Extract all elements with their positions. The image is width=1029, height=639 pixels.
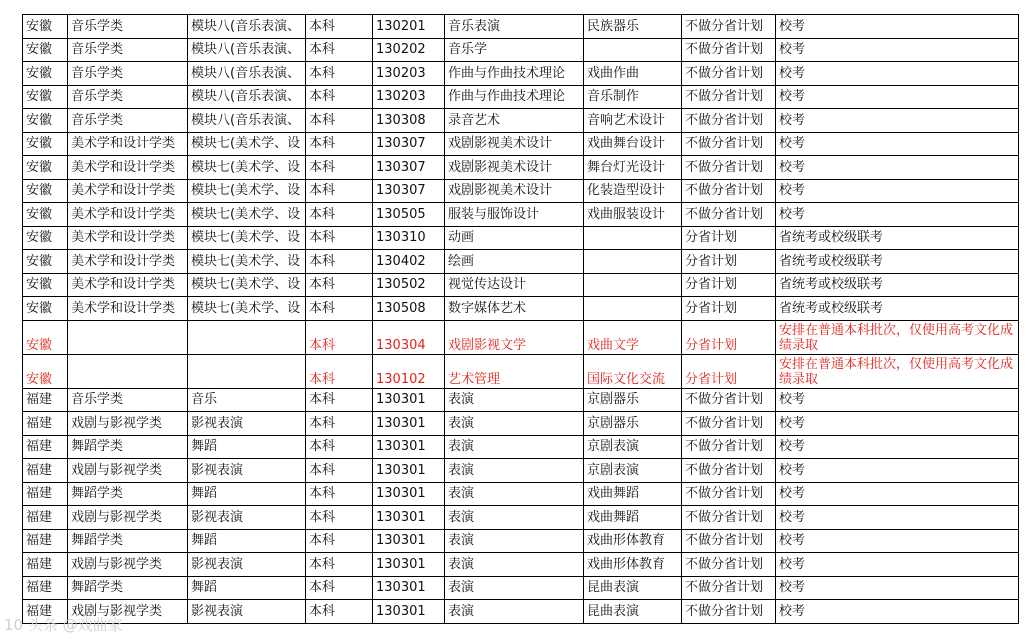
exam-cell: 校考 [776,85,1019,109]
exam-cell: 校考 [776,506,1019,530]
province-cell: 安徽 [23,109,68,133]
level-cell: 本科 [306,132,373,156]
module-cell: 舞蹈 [188,529,306,553]
table-row [23,85,1019,109]
plan-cell: 不做分省计划 [682,179,776,203]
code-cell: 130402 [373,250,445,274]
major-cell: 表演 [445,553,584,577]
category-cell: 音乐学类 [68,109,188,133]
exam-cell: 省统考或校级联考 [776,273,1019,297]
module-cell [188,320,306,354]
exam-cell: 校考 [776,62,1019,86]
plan-cell: 不做分省计划 [682,388,776,412]
province-cell: 安徽 [23,320,68,354]
province-cell: 安徽 [23,354,68,388]
level-cell: 本科 [306,156,373,180]
direction-cell: 戏曲舞蹈 [584,506,682,530]
province-cell: 福建 [23,600,68,624]
exam-cell: 校考 [776,459,1019,483]
province-cell: 安徽 [23,297,68,321]
major-cell: 作曲与作曲技术理论 [445,62,584,86]
province-cell: 福建 [23,553,68,577]
level-cell: 本科 [306,109,373,133]
table-row [23,553,1019,577]
module-cell: 模块八(音乐表演、 [188,62,306,86]
category-cell: 美术学和设计学类 [68,179,188,203]
direction-cell: 国际文化交流 [584,354,682,388]
level-cell: 本科 [306,506,373,530]
direction-cell: 京剧表演 [584,435,682,459]
code-cell: 130502 [373,273,445,297]
plan-cell: 不做分省计划 [682,412,776,436]
code-cell: 130301 [373,459,445,483]
province-cell: 福建 [23,576,68,600]
exam-cell: 校考 [776,388,1019,412]
module-cell: 模块八(音乐表演、 [188,109,306,133]
admission-table [22,14,1019,624]
table-row [23,156,1019,180]
level-cell: 本科 [306,15,373,39]
module-cell: 舞蹈 [188,435,306,459]
exam-cell: 校考 [776,553,1019,577]
exam-cell: 校考 [776,109,1019,133]
plan-cell: 不做分省计划 [682,506,776,530]
code-cell: 130301 [373,576,445,600]
code-cell: 130202 [373,38,445,62]
major-cell: 戏剧影视美术设计 [445,179,584,203]
module-cell [188,354,306,388]
code-cell: 130301 [373,482,445,506]
major-cell: 表演 [445,529,584,553]
major-cell: 视觉传达设计 [445,273,584,297]
table-row [23,482,1019,506]
major-cell: 绘画 [445,250,584,274]
module-cell: 模块七(美术学、设 [188,297,306,321]
table-row [23,179,1019,203]
direction-cell: 京剧表演 [584,459,682,483]
direction-cell [584,250,682,274]
module-cell: 影视表演 [188,412,306,436]
module-cell: 影视表演 [188,506,306,530]
direction-cell: 昆曲表演 [584,576,682,600]
direction-cell [584,38,682,62]
exam-cell: 安排在普通本科批次，仅使用高考文化成绩录取 [776,320,1019,354]
direction-cell: 戏曲作曲 [584,62,682,86]
category-cell: 音乐学类 [68,85,188,109]
plan-cell: 不做分省计划 [682,15,776,39]
level-cell: 本科 [306,273,373,297]
province-cell: 安徽 [23,203,68,227]
code-cell: 130307 [373,132,445,156]
plan-cell: 不做分省计划 [682,529,776,553]
province-cell: 安徽 [23,226,68,250]
direction-cell: 化装造型设计 [584,179,682,203]
direction-cell: 戏曲形体教育 [584,553,682,577]
major-cell: 录音艺术 [445,109,584,133]
major-cell: 表演 [445,388,584,412]
level-cell: 本科 [306,459,373,483]
category-cell: 音乐学类 [68,62,188,86]
category-cell: 音乐学类 [68,388,188,412]
major-cell: 戏剧影视美术设计 [445,156,584,180]
plan-cell: 不做分省计划 [682,38,776,62]
plan-cell: 不做分省计划 [682,435,776,459]
plan-cell: 不做分省计划 [682,576,776,600]
direction-cell: 戏曲形体教育 [584,529,682,553]
exam-cell: 省统考或校级联考 [776,250,1019,274]
table-row [23,506,1019,530]
level-cell: 本科 [306,320,373,354]
code-cell: 130301 [373,412,445,436]
major-cell: 戏剧影视美术设计 [445,132,584,156]
category-cell: 戏剧与影视学类 [68,600,188,624]
direction-cell: 戏曲服装设计 [584,203,682,227]
plan-cell: 不做分省计划 [682,109,776,133]
level-cell: 本科 [306,412,373,436]
level-cell: 本科 [306,388,373,412]
plan-cell: 分省计划 [682,273,776,297]
code-cell: 130505 [373,203,445,227]
major-cell: 戏剧影视文学 [445,320,584,354]
plan-cell: 不做分省计划 [682,553,776,577]
table-row [23,388,1019,412]
code-cell: 130307 [373,179,445,203]
code-cell: 130301 [373,435,445,459]
level-cell: 本科 [306,297,373,321]
table-row [23,203,1019,227]
plan-cell: 不做分省计划 [682,482,776,506]
table-row [23,132,1019,156]
table-row [23,38,1019,62]
table-row [23,412,1019,436]
level-cell: 本科 [306,529,373,553]
category-cell: 美术学和设计学类 [68,203,188,227]
direction-cell: 京剧器乐 [584,412,682,436]
plan-cell: 不做分省计划 [682,203,776,227]
direction-cell: 戏曲文学 [584,320,682,354]
code-cell: 130301 [373,506,445,530]
major-cell: 表演 [445,506,584,530]
module-cell: 模块七(美术学、设 [188,226,306,250]
table-row [23,354,1019,388]
direction-cell [584,273,682,297]
table-row [23,273,1019,297]
table-row [23,576,1019,600]
exam-cell: 校考 [776,38,1019,62]
exam-cell: 校考 [776,132,1019,156]
module-cell: 影视表演 [188,600,306,624]
watermark: 10 头条 @戏曲家 [4,616,123,634]
category-cell: 美术学和设计学类 [68,156,188,180]
code-cell: 130308 [373,109,445,133]
table-row [23,109,1019,133]
province-cell: 福建 [23,482,68,506]
code-cell: 130203 [373,62,445,86]
level-cell: 本科 [306,203,373,227]
module-cell: 模块七(美术学、设 [188,250,306,274]
major-cell: 表演 [445,600,584,624]
province-cell: 福建 [23,412,68,436]
table-row [23,435,1019,459]
code-cell: 130301 [373,600,445,624]
table-row [23,600,1019,624]
province-cell: 福建 [23,388,68,412]
category-cell: 戏剧与影视学类 [68,553,188,577]
category-cell: 美术学和设计学类 [68,226,188,250]
module-cell: 舞蹈 [188,482,306,506]
province-cell: 福建 [23,506,68,530]
province-cell: 安徽 [23,38,68,62]
module-cell: 模块八(音乐表演、 [188,15,306,39]
code-cell: 130102 [373,354,445,388]
direction-cell: 舞台灯光设计 [584,156,682,180]
direction-cell: 戏曲舞台设计 [584,132,682,156]
category-cell: 音乐学类 [68,15,188,39]
code-cell: 130301 [373,388,445,412]
major-cell: 表演 [445,482,584,506]
direction-cell: 民族器乐 [584,15,682,39]
exam-cell: 校考 [776,529,1019,553]
module-cell: 模块八(音乐表演、 [188,38,306,62]
category-cell: 舞蹈学类 [68,529,188,553]
exam-cell: 校考 [776,482,1019,506]
province-cell: 安徽 [23,132,68,156]
code-cell: 130508 [373,297,445,321]
major-cell: 音乐学 [445,38,584,62]
province-cell: 福建 [23,435,68,459]
major-cell: 艺术管理 [445,354,584,388]
category-cell [68,354,188,388]
province-cell: 安徽 [23,179,68,203]
module-cell: 模块八(音乐表演、 [188,85,306,109]
code-cell: 130301 [373,553,445,577]
exam-cell: 校考 [776,179,1019,203]
exam-cell: 安排在普通本科批次，仅使用高考文化成绩录取 [776,354,1019,388]
exam-cell: 省统考或校级联考 [776,297,1019,321]
level-cell: 本科 [306,435,373,459]
table-row [23,250,1019,274]
exam-cell: 省统考或校级联考 [776,226,1019,250]
category-cell: 美术学和设计学类 [68,132,188,156]
table-row [23,320,1019,354]
code-cell: 130310 [373,226,445,250]
module-cell: 模块七(美术学、设 [188,203,306,227]
direction-cell: 音乐制作 [584,85,682,109]
plan-cell: 分省计划 [682,250,776,274]
category-cell: 戏剧与影视学类 [68,459,188,483]
category-cell: 舞蹈学类 [68,482,188,506]
category-cell: 美术学和设计学类 [68,273,188,297]
module-cell: 音乐 [188,388,306,412]
major-cell: 动画 [445,226,584,250]
level-cell: 本科 [306,62,373,86]
code-cell: 130301 [373,529,445,553]
code-cell: 130201 [373,15,445,39]
major-cell: 音乐表演 [445,15,584,39]
level-cell: 本科 [306,250,373,274]
level-cell: 本科 [306,600,373,624]
category-cell [68,320,188,354]
direction-cell: 戏曲舞蹈 [584,482,682,506]
plan-cell: 分省计划 [682,354,776,388]
province-cell: 安徽 [23,273,68,297]
province-cell: 安徽 [23,62,68,86]
province-cell: 福建 [23,459,68,483]
exam-cell: 校考 [776,435,1019,459]
plan-cell: 不做分省计划 [682,156,776,180]
level-cell: 本科 [306,482,373,506]
province-cell: 安徽 [23,15,68,39]
major-cell: 表演 [445,435,584,459]
level-cell: 本科 [306,179,373,203]
direction-cell [584,297,682,321]
direction-cell: 京剧器乐 [584,388,682,412]
plan-cell: 不做分省计划 [682,85,776,109]
major-cell: 表演 [445,459,584,483]
module-cell: 模块七(美术学、设 [188,156,306,180]
direction-cell [584,226,682,250]
plan-cell: 不做分省计划 [682,62,776,86]
level-cell: 本科 [306,38,373,62]
plan-cell: 不做分省计划 [682,132,776,156]
level-cell: 本科 [306,576,373,600]
exam-cell: 校考 [776,412,1019,436]
exam-cell: 校考 [776,203,1019,227]
module-cell: 影视表演 [188,553,306,577]
module-cell: 影视表演 [188,459,306,483]
category-cell: 戏剧与影视学类 [68,412,188,436]
level-cell: 本科 [306,85,373,109]
module-cell: 舞蹈 [188,576,306,600]
code-cell: 130304 [373,320,445,354]
direction-cell: 音响艺术设计 [584,109,682,133]
major-cell: 表演 [445,412,584,436]
table-row [23,15,1019,39]
module-cell: 模块七(美术学、设 [188,179,306,203]
table-row [23,297,1019,321]
major-cell: 作曲与作曲技术理论 [445,85,584,109]
plan-cell: 分省计划 [682,297,776,321]
table-row [23,529,1019,553]
exam-cell: 校考 [776,600,1019,624]
major-cell: 服装与服饰设计 [445,203,584,227]
code-cell: 130203 [373,85,445,109]
category-cell: 舞蹈学类 [68,435,188,459]
table-row [23,459,1019,483]
table-row [23,226,1019,250]
exam-cell: 校考 [776,15,1019,39]
province-cell: 安徽 [23,156,68,180]
exam-cell: 校考 [776,156,1019,180]
level-cell: 本科 [306,553,373,577]
category-cell: 戏剧与影视学类 [68,506,188,530]
major-cell: 数字媒体艺术 [445,297,584,321]
plan-cell: 分省计划 [682,320,776,354]
module-cell: 模块七(美术学、设 [188,132,306,156]
category-cell: 美术学和设计学类 [68,250,188,274]
direction-cell: 昆曲表演 [584,600,682,624]
plan-cell: 分省计划 [682,226,776,250]
category-cell: 美术学和设计学类 [68,297,188,321]
plan-cell: 不做分省计划 [682,600,776,624]
province-cell: 安徽 [23,85,68,109]
level-cell: 本科 [306,354,373,388]
code-cell: 130307 [373,156,445,180]
category-cell: 舞蹈学类 [68,576,188,600]
category-cell: 音乐学类 [68,38,188,62]
table-row [23,62,1019,86]
major-cell: 表演 [445,576,584,600]
module-cell: 模块七(美术学、设 [188,273,306,297]
plan-cell: 不做分省计划 [682,459,776,483]
level-cell: 本科 [306,226,373,250]
exam-cell: 校考 [776,576,1019,600]
province-cell: 安徽 [23,250,68,274]
province-cell: 福建 [23,529,68,553]
